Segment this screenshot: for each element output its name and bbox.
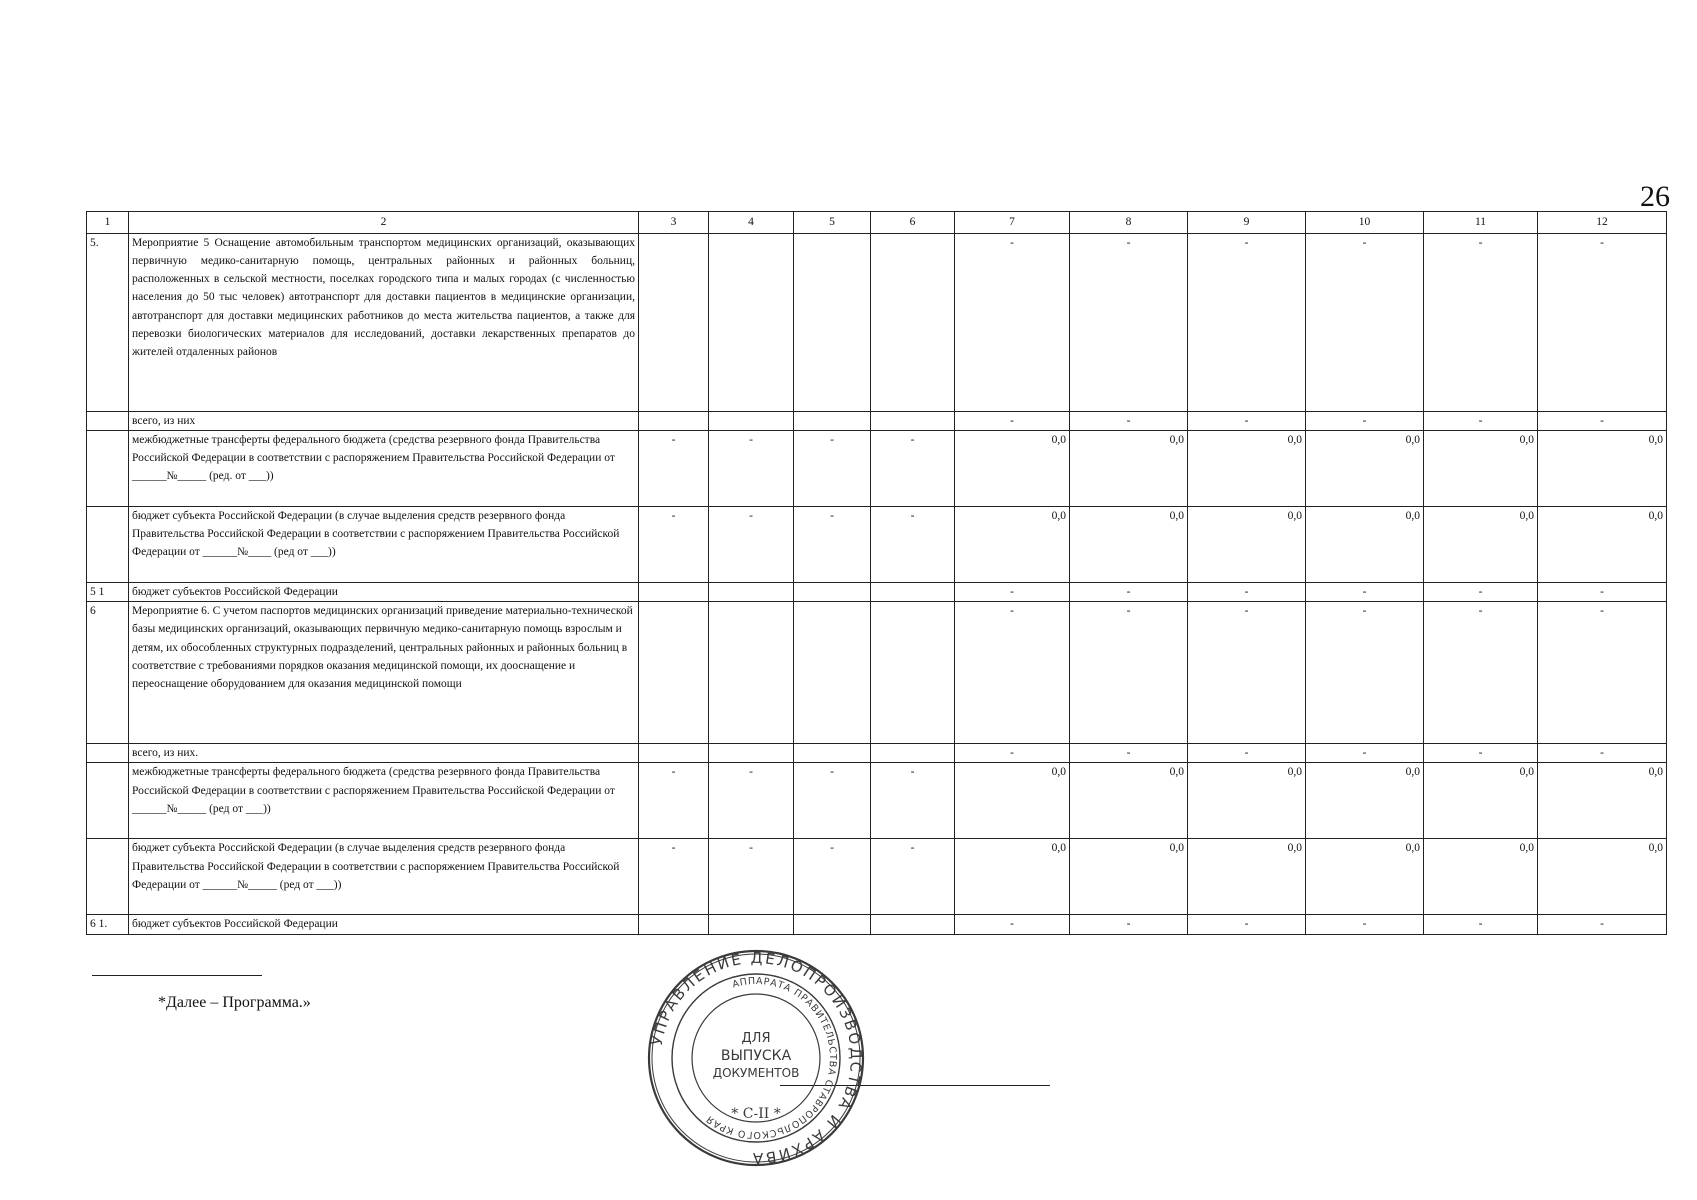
value-cell: - (871, 507, 955, 583)
value-cell: - (1538, 744, 1667, 763)
row-description-cell: всего, из них (129, 412, 639, 431)
value-cell: 0,0 (1306, 431, 1424, 507)
value-cell: - (639, 507, 709, 583)
value-cell: - (1306, 602, 1424, 744)
value-cell: - (1306, 583, 1424, 602)
value-cell (871, 915, 955, 935)
budget-table (86, 211, 1667, 935)
value-cell: - (709, 763, 794, 839)
value-cell: - (794, 763, 871, 839)
header-cell: 12 (1538, 212, 1667, 234)
value-cell: - (1424, 602, 1538, 744)
value-cell (639, 234, 709, 412)
value-cell: - (1188, 915, 1306, 935)
value-cell: - (1070, 412, 1188, 431)
value-cell: 0,0 (1306, 763, 1424, 839)
value-cell: - (794, 839, 871, 915)
value-cell (871, 234, 955, 412)
value-cell (871, 744, 955, 763)
page-number: 26 (1640, 180, 1670, 213)
value-cell: 0,0 (1306, 507, 1424, 583)
row-description-cell: Мероприятие 5 Оснащение автомобильным транспортом медицинских организаций, оказывающих первичную медико-санитарную помощь, центральных районных и районных больниц, расположенных в сельской местности, поселках городского типа и малых городах (с численностью населения до 50 тыс человек) автотранспорт для доставки пациентов в медицинские организации, автотранспорт для доставки медицинских работников до места жительства пациентов, а также для перевозки биологических материалов для исследований, доставки лекарственных препаратов до жителей отдаленных районов (129, 234, 639, 412)
value-cell: - (871, 839, 955, 915)
value-cell: - (1538, 234, 1667, 412)
stamp-outer-text: УПРАВЛЕНИЕ ДЕЛОПРОИЗВОДСТВА И АРХИВА (647, 948, 866, 1168)
official-stamp (646, 948, 866, 1168)
value-cell (871, 602, 955, 744)
row-number-cell (87, 412, 129, 431)
value-cell: - (1538, 412, 1667, 431)
value-cell: - (1424, 744, 1538, 763)
value-cell (794, 744, 871, 763)
value-cell: - (1188, 602, 1306, 744)
value-cell: - (955, 602, 1070, 744)
table-body (87, 212, 1667, 935)
value-cell (709, 583, 794, 602)
value-cell: 0,0 (1538, 839, 1667, 915)
value-cell (639, 744, 709, 763)
value-cell: - (1538, 583, 1667, 602)
value-cell: - (871, 431, 955, 507)
value-cell: - (1306, 412, 1424, 431)
row-number-cell (87, 507, 129, 583)
value-cell: - (1424, 412, 1538, 431)
value-cell: - (955, 915, 1070, 935)
header-cell: 1 (87, 212, 129, 234)
table-row (87, 763, 1667, 839)
value-cell: - (794, 507, 871, 583)
value-cell: - (1306, 915, 1424, 935)
row-number-cell (87, 431, 129, 507)
value-cell: - (639, 763, 709, 839)
value-cell: - (1306, 744, 1424, 763)
table-row (87, 412, 1667, 431)
value-cell: - (639, 839, 709, 915)
table-row (87, 602, 1667, 744)
value-cell (639, 583, 709, 602)
header-cell: 10 (1306, 212, 1424, 234)
value-cell: - (955, 583, 1070, 602)
value-cell: 0,0 (1538, 431, 1667, 507)
value-cell (794, 412, 871, 431)
value-cell: - (1306, 234, 1424, 412)
value-cell: - (639, 431, 709, 507)
value-cell: - (1188, 744, 1306, 763)
value-cell: - (709, 431, 794, 507)
value-cell: 0,0 (1306, 839, 1424, 915)
value-cell: 0,0 (1424, 763, 1538, 839)
row-description-cell: бюджет субъектов Российской Федерации (129, 915, 639, 935)
value-cell (871, 583, 955, 602)
stamp-code: * С-II * (731, 1106, 781, 1122)
value-cell: - (794, 431, 871, 507)
value-cell: - (1070, 234, 1188, 412)
value-cell: - (1538, 602, 1667, 744)
table-row (87, 744, 1667, 763)
stamp-inner-text: АППАРАТА ПРАВИТЕЛЬСТВА СТАВРОПОЛЬСКОГО КРАЯ (704, 975, 839, 1141)
footnote-rule (92, 975, 262, 976)
value-cell: 0,0 (1424, 507, 1538, 583)
table-row (87, 583, 1667, 602)
row-number-cell (87, 763, 129, 839)
stamp-icon (646, 948, 866, 1168)
value-cell: - (871, 763, 955, 839)
table-row (87, 839, 1667, 915)
value-cell: 0,0 (1538, 763, 1667, 839)
header-cell: 7 (955, 212, 1070, 234)
header-cell: 6 (871, 212, 955, 234)
value-cell: - (1424, 915, 1538, 935)
value-cell: 0,0 (1188, 839, 1306, 915)
value-cell: 0,0 (955, 431, 1070, 507)
header-cell: 4 (709, 212, 794, 234)
value-cell (639, 602, 709, 744)
header-cell: 9 (1188, 212, 1306, 234)
value-cell: - (1188, 412, 1306, 431)
row-number-cell: 5. (87, 234, 129, 412)
value-cell: - (1188, 583, 1306, 602)
table-row (87, 431, 1667, 507)
value-cell: - (1070, 602, 1188, 744)
table-row (87, 507, 1667, 583)
row-description-cell: всего, из них. (129, 744, 639, 763)
row-description-cell: бюджет субъектов Российской Федерации (129, 583, 639, 602)
header-cell: 2 (129, 212, 639, 234)
value-cell (794, 234, 871, 412)
value-cell: 0,0 (1188, 507, 1306, 583)
value-cell: - (955, 234, 1070, 412)
value-cell (709, 412, 794, 431)
row-number-cell: 6 (87, 602, 129, 744)
value-cell: 0,0 (1188, 431, 1306, 507)
row-number-cell (87, 744, 129, 763)
value-cell (794, 602, 871, 744)
value-cell: 0,0 (1188, 763, 1306, 839)
row-number-cell: 6 1. (87, 915, 129, 935)
row-number-cell (87, 839, 129, 915)
value-cell: - (709, 507, 794, 583)
value-cell (709, 234, 794, 412)
value-cell: 0,0 (1070, 839, 1188, 915)
value-cell: - (1070, 744, 1188, 763)
value-cell: - (709, 839, 794, 915)
value-cell (871, 412, 955, 431)
value-cell: 0,0 (1070, 763, 1188, 839)
value-cell: - (1070, 915, 1188, 935)
header-row (87, 212, 1667, 234)
value-cell: 0,0 (1070, 507, 1188, 583)
value-cell (709, 602, 794, 744)
row-description-cell: межбюджетные трансферты федерального бюджета (средства резервного фонда Правительства Российской Федерации в соответствии с распоряжением Правительства Российской Федерации от ______№_____ (ред от ___)) (129, 763, 639, 839)
value-cell (794, 583, 871, 602)
table-row (87, 234, 1667, 412)
stamp-center-line: ВЫПУСКА (720, 1048, 792, 1064)
value-cell: - (1424, 583, 1538, 602)
value-cell (639, 915, 709, 935)
value-cell: 0,0 (1424, 431, 1538, 507)
value-cell (794, 915, 871, 935)
stamp-center-line: ДЛЯ (741, 1031, 771, 1046)
row-description-cell: бюджет субъекта Российской Федерации (в случае выделения средств резервного фонда Правительства Российской Федерации в соответствии с распоряжением Правительства Российской Федерации от ______№____ (ред от ___)) (129, 507, 639, 583)
row-description-cell: Мероприятие 6. С учетом паспортов медицинских организаций приведение материально-технической базы медицинских организаций, оказывающих первичную медико-санитарную помощь взрослым и детям, их обособленных структурных подразделений, центральных районных и районных больниц в соответствие с требованиями порядков оказания медицинской помощи, их дооснащение и переоснащение оборудованием для оказания медицинской помощи (129, 602, 639, 744)
value-cell: - (1188, 234, 1306, 412)
footnote: *Далее – Программа.» (158, 994, 311, 1011)
row-description-cell: межбюджетные трансферты федерального бюджета (средства резервного фонда Правительства Российской Федерации в соответствии с распоряжением Правительства Российской Федерации от ______№_____ (ред. от ___)) (129, 431, 639, 507)
table-row (87, 915, 1667, 935)
value-cell: 0,0 (1424, 839, 1538, 915)
header-cell: 8 (1070, 212, 1188, 234)
value-cell: 0,0 (955, 839, 1070, 915)
value-cell: 0,0 (1538, 507, 1667, 583)
value-cell: - (1424, 234, 1538, 412)
value-cell: - (955, 744, 1070, 763)
value-cell (709, 744, 794, 763)
value-cell: - (1070, 583, 1188, 602)
value-cell: 0,0 (955, 507, 1070, 583)
value-cell (709, 915, 794, 935)
value-cell: - (1538, 915, 1667, 935)
value-cell (639, 412, 709, 431)
value-cell: - (955, 412, 1070, 431)
value-cell: 0,0 (1070, 431, 1188, 507)
header-cell: 11 (1424, 212, 1538, 234)
header-cell: 3 (639, 212, 709, 234)
value-cell: 0,0 (955, 763, 1070, 839)
row-description-cell: бюджет субъекта Российской Федерации (в случае выделения средств резервного фонда Правительства Российской Федерации в соответствии с распоряжением Правительства Российской Федерации от ______№_____ (ред от ___)) (129, 839, 639, 915)
header-cell: 5 (794, 212, 871, 234)
stamp-center-line: ДОКУМЕНТОВ (712, 1066, 800, 1080)
row-number-cell: 5 1 (87, 583, 129, 602)
